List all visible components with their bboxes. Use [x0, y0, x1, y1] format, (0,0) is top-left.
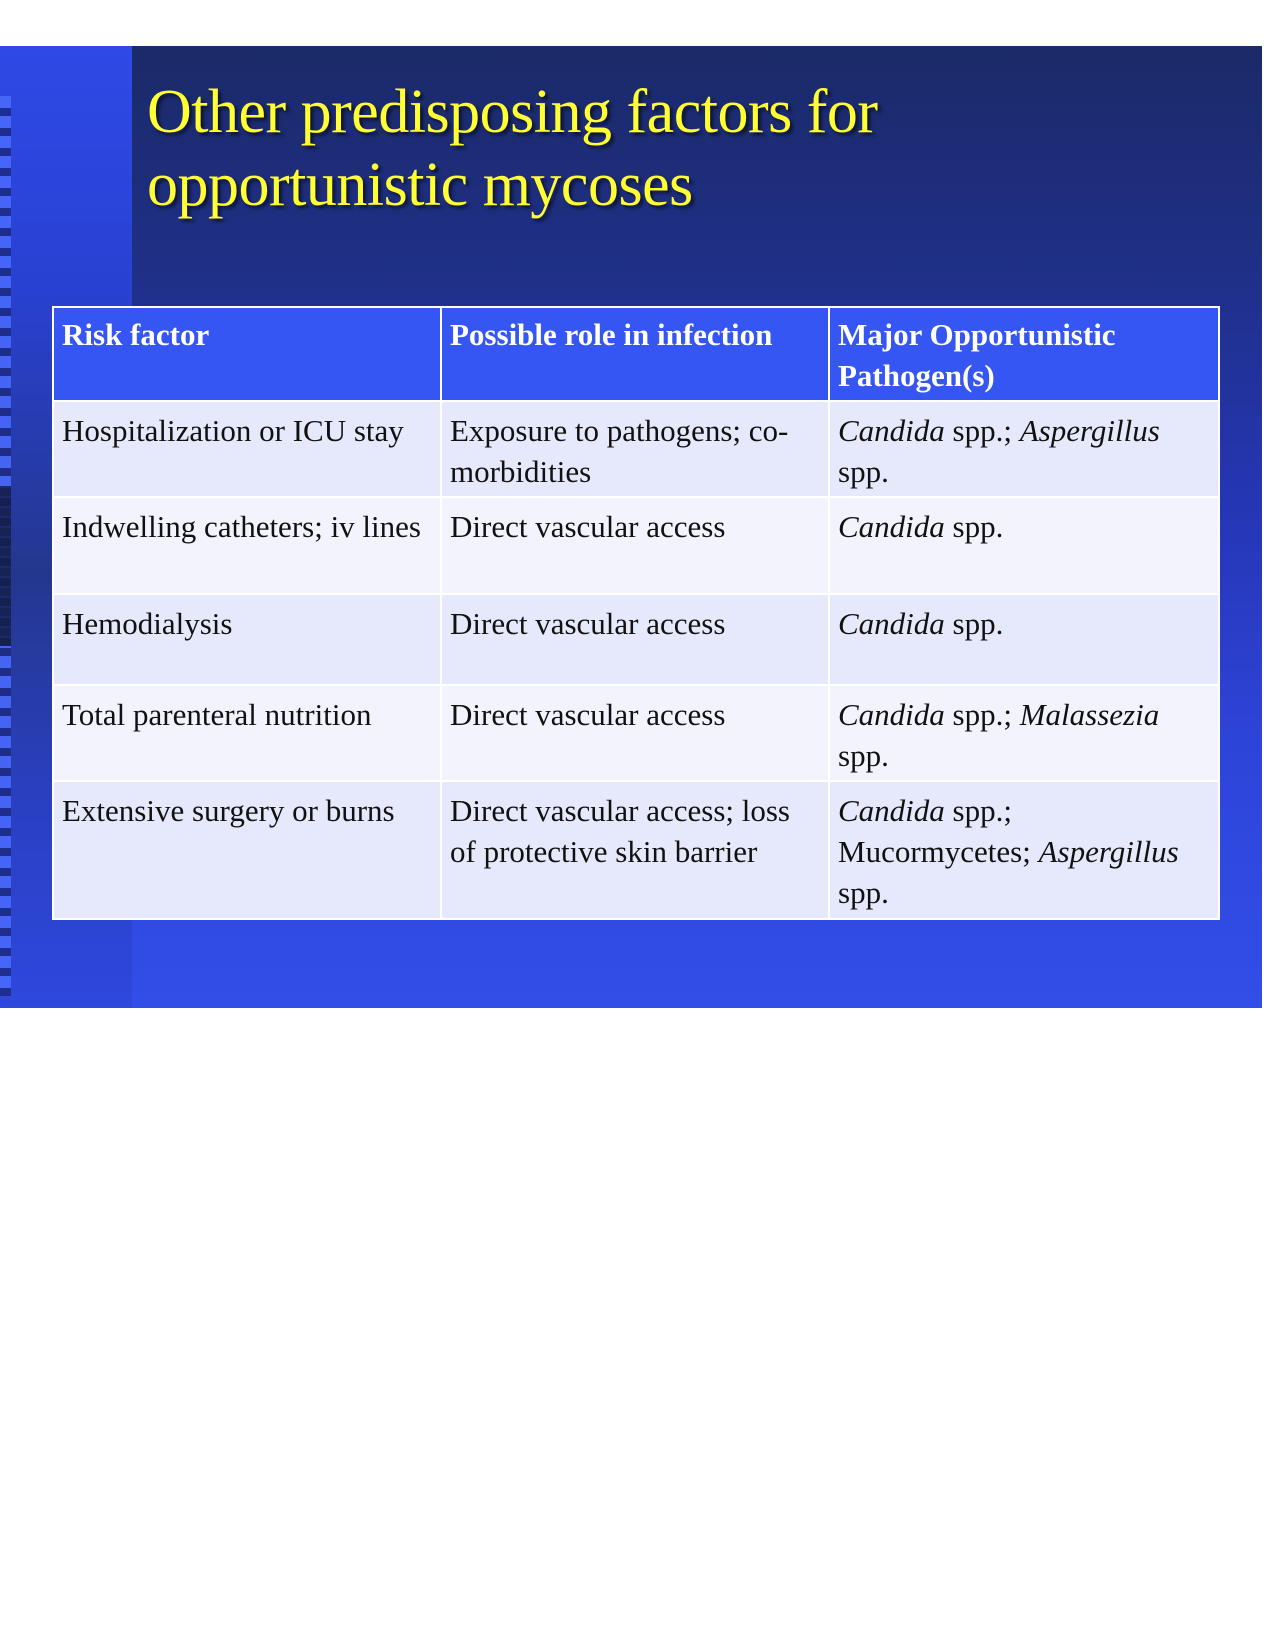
table-row	[53, 685, 1219, 781]
slide-dashed-edge-decoration-dark	[0, 486, 11, 646]
pathogen-text: spp.;	[944, 413, 1020, 448]
cell-pathogens	[829, 685, 1219, 781]
pathogen-genus-name: Candida	[838, 606, 945, 641]
cell-risk-factor: Extensive surgery or burns	[53, 781, 441, 919]
cell-risk-factor: Hemodialysis	[53, 594, 441, 685]
pathogen-text: spp.	[944, 509, 1004, 544]
pathogen-genus-name: Candida	[838, 509, 945, 544]
slide-title-line-1: Other predisposing factors for	[147, 78, 878, 146]
cell-possible-role: Direct vascular access	[441, 497, 829, 594]
cell-pathogens	[829, 497, 1219, 594]
cell-possible-role: Exposure to pathogens; co-morbidities	[441, 401, 829, 497]
cell-possible-role: Direct vascular access	[441, 685, 829, 781]
slide	[0, 46, 1262, 1008]
table-row	[53, 497, 1219, 594]
pathogen-genus-name: Aspergillus	[1019, 413, 1160, 448]
pathogen-text: spp.	[838, 875, 889, 910]
table-row	[53, 781, 1219, 919]
pathogen-text: spp.; Mucormycetes;	[838, 793, 1039, 869]
slide-title-line-2: opportunistic mycoses	[147, 151, 693, 219]
pathogen-text: spp.	[838, 738, 889, 773]
cell-pathogens	[829, 594, 1219, 685]
cell-pathogens	[829, 401, 1219, 497]
pathogen-genus-name: Candida	[838, 793, 945, 828]
cell-risk-factor: Indwelling catheters; iv lines	[53, 497, 441, 594]
cell-possible-role: Direct vascular access	[441, 594, 829, 685]
table-row	[53, 594, 1219, 685]
cell-pathogens	[829, 781, 1219, 919]
header-major-pathogens: Major Opportunistic Pathogen(s)	[829, 307, 1219, 401]
table-header-row	[53, 307, 1219, 401]
pathogen-genus-name: Aspergillus	[1038, 834, 1179, 869]
pathogen-genus-name: Candida	[838, 413, 945, 448]
pathogen-text: spp.;	[944, 697, 1020, 732]
pathogen-genus-name: Malassezia	[1019, 697, 1160, 732]
pathogen-genus-name: Candida	[838, 697, 945, 732]
header-possible-role: Possible role in infection	[441, 307, 829, 401]
header-risk-factor: Risk factor	[53, 307, 441, 401]
pathogen-text: spp.	[944, 606, 1004, 641]
cell-risk-factor: Total parenteral nutrition	[53, 685, 441, 781]
cell-risk-factor: Hospitalization or ICU stay	[53, 401, 441, 497]
pathogen-text: spp.	[838, 454, 889, 489]
risk-factor-table	[52, 306, 1220, 920]
table-row	[53, 401, 1219, 497]
slide-title	[147, 76, 1147, 222]
cell-possible-role: Direct vascular access; loss of protective skin barrier	[441, 781, 829, 919]
